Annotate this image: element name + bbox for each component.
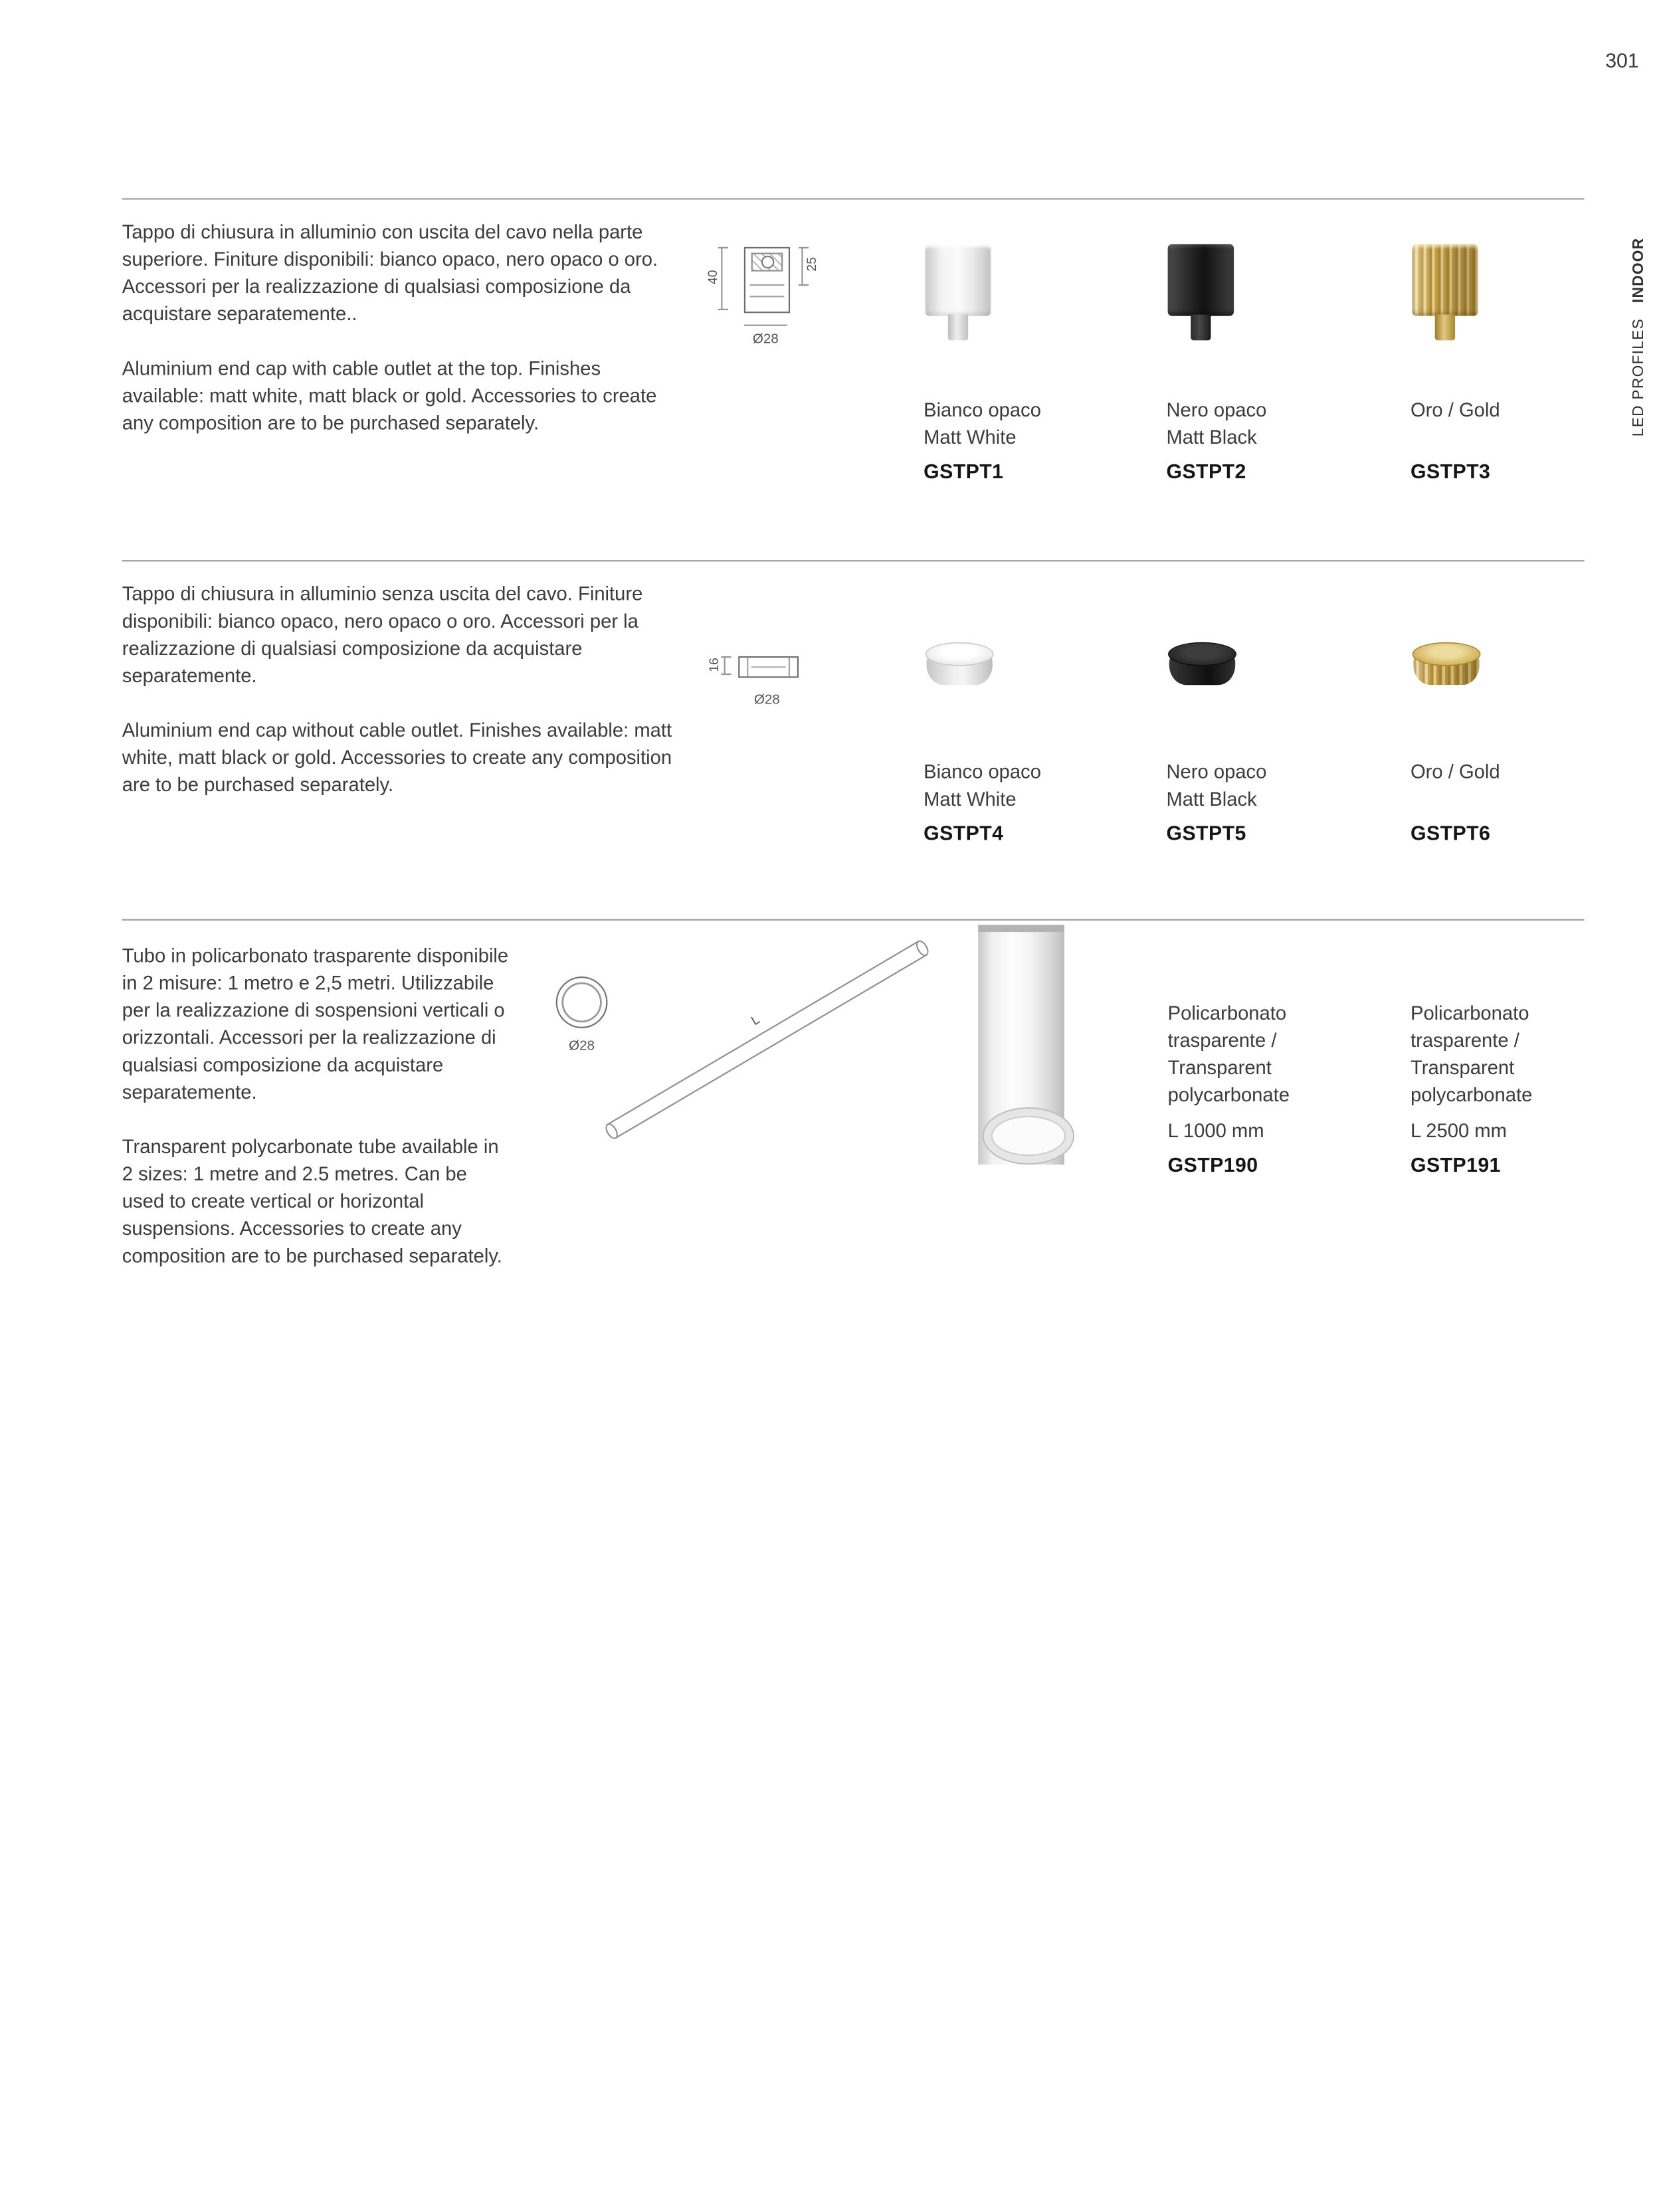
product-length: L 2500 mm [1410,1120,1507,1142]
finish-name-italian: Bianco opaco [924,399,1041,421]
dimension-diameter-label: Ø28 [752,331,779,348]
finish-name-italian: Bianco opaco [924,761,1041,783]
product-code: GSTPT5 [1166,821,1246,845]
dimension-line [801,247,803,286]
finish-name-english: Matt White [924,426,1017,448]
cap-body [1168,244,1234,316]
section-divider [122,198,1585,199]
finish-name-italian: Oro / Gold [1410,761,1500,783]
profile-line [750,284,785,286]
profile-line [751,666,786,668]
disc-top [1413,644,1479,665]
material-name: Policarbonato trasparente / Transparent polycarbonate [1410,1002,1533,1106]
section1-text-italian: Tappo di chiusura in alluminio con uscita del cavo nella parte superiore. Finiture disponibili: bianco opaco, nero opaco o oro. Accessori per la realizzazione di qualsiasi composizione da acquistare separatemente.. [122,221,658,325]
product-photo-disc-white [925,644,994,693]
dimension-line [724,656,726,675]
section2-text-italian: Tappo di chiusura in alluminio senza uscita del cavo. Finiture disponibili: bianco opaco, nero opaco o oro. Accessori per la realizzazione di qualsiasi composizione da acquistare separatemente. [122,583,643,687]
product-photo-cap-black [1166,244,1235,348]
side-label-section: LED PROFILES [1630,318,1648,437]
dimension-diameter-label: Ø28 [754,692,780,708]
section2-technical-drawing [707,638,822,721]
finish-name-english [1411,786,1640,813]
product-code: GSTP190 [1167,1153,1258,1176]
material-name: Policarbonato trasparente / Transparent polycarbonate [1167,1002,1290,1106]
finish-name-italian: Nero opaco [1166,761,1267,783]
tube-outline [607,941,927,1139]
tube-opening [984,1109,1073,1163]
section3-description [122,942,510,1269]
product-label [1166,397,1396,486]
dimension-depth-label: 25 [804,256,819,272]
tube-length-drawing [580,931,956,1149]
section2-text-english: Aluminium end cap without cable outlet. Finishes available: matt white, matt black or gold. Accessories to create any composition are to be purchased separately. [122,719,672,796]
product-length: L 1000 mm [1167,1120,1264,1142]
product-code: GSTPT3 [1410,459,1491,483]
page-number: 301 [1605,48,1639,72]
product-photo-disc-black [1168,644,1237,693]
product-column [1411,1000,1626,1179]
section1-text-english: Aluminium end cap with cable outlet at the top. Finishes available: matt white, matt black or gold. Accessories to create any composition are to be purchased separately. [122,357,657,434]
cap-cable-outlet [1191,314,1211,340]
dimension-length-label: L [748,1012,763,1028]
side-tab-label [1630,121,1648,437]
product-label [1166,758,1396,847]
product-label [1411,758,1640,847]
finish-name-english: Matt White [924,788,1017,810]
finish-name-italian: Nero opaco [1166,399,1267,421]
dimension-line [744,325,787,326]
dimension-diameter-label: Ø28 [569,1038,595,1054]
section-divider [122,560,1585,561]
finish-name-english [1411,424,1640,451]
product-code: GSTPT4 [924,821,1004,845]
product-label [924,758,1153,847]
product-photo-tube [978,925,1064,1164]
product-code: GSTP191 [1410,1153,1501,1176]
product-code: GSTPT2 [1166,459,1246,483]
product-label [924,397,1153,486]
product-column [1168,1000,1383,1179]
finish-name-english: Matt Black [1166,788,1257,810]
cap-profile-drawing [744,247,790,313]
product-photo-disc-gold [1412,644,1481,693]
cap-cable-outlet [1435,314,1455,340]
product-code: GSTPT6 [1410,821,1491,845]
section3-text-english: Transparent polycarbonate tube available in 2 sizes: 1 metre and 2.5 metres. Can be used to create vertical or horizontal suspensions. Accessories to create any composition are to be purchased separately. [122,1136,502,1267]
product-code: GSTPT1 [924,459,1004,483]
cap-body [925,244,991,316]
side-label-category: INDOOR [1630,237,1648,304]
section3-text-italian: Tubo in policarbonato trasparente disponibile in 2 misure: 1 metro e 2,5 metri. Utilizzabile per la realizzazione di sospensioni verticali o orizzontali. Accessori per la realizzazione di qualsiasi composizione da acquistare separatemente. [122,945,509,1103]
disc-top [1169,644,1235,665]
profile-line [750,296,785,297]
cap-body [1412,244,1478,316]
cable-hole [761,256,774,268]
finish-name-italian: Oro / Gold [1410,399,1500,421]
product-photo-cap-gold [1411,244,1480,348]
section2-description [122,580,675,798]
section-divider [122,919,1585,921]
dimension-line [721,247,722,310]
dimension-height-label: 40 [705,270,720,285]
section1-technical-drawing [707,232,822,365]
section1-description [122,219,675,437]
cap-cable-outlet [948,314,968,340]
finish-name-english: Matt Black [1166,426,1257,448]
cap-profile-drawing [738,656,799,678]
dimension-height-label: 16 [706,658,722,672]
product-label [1411,397,1640,486]
product-photo-cap-white [924,244,993,348]
disc-top [926,644,992,665]
